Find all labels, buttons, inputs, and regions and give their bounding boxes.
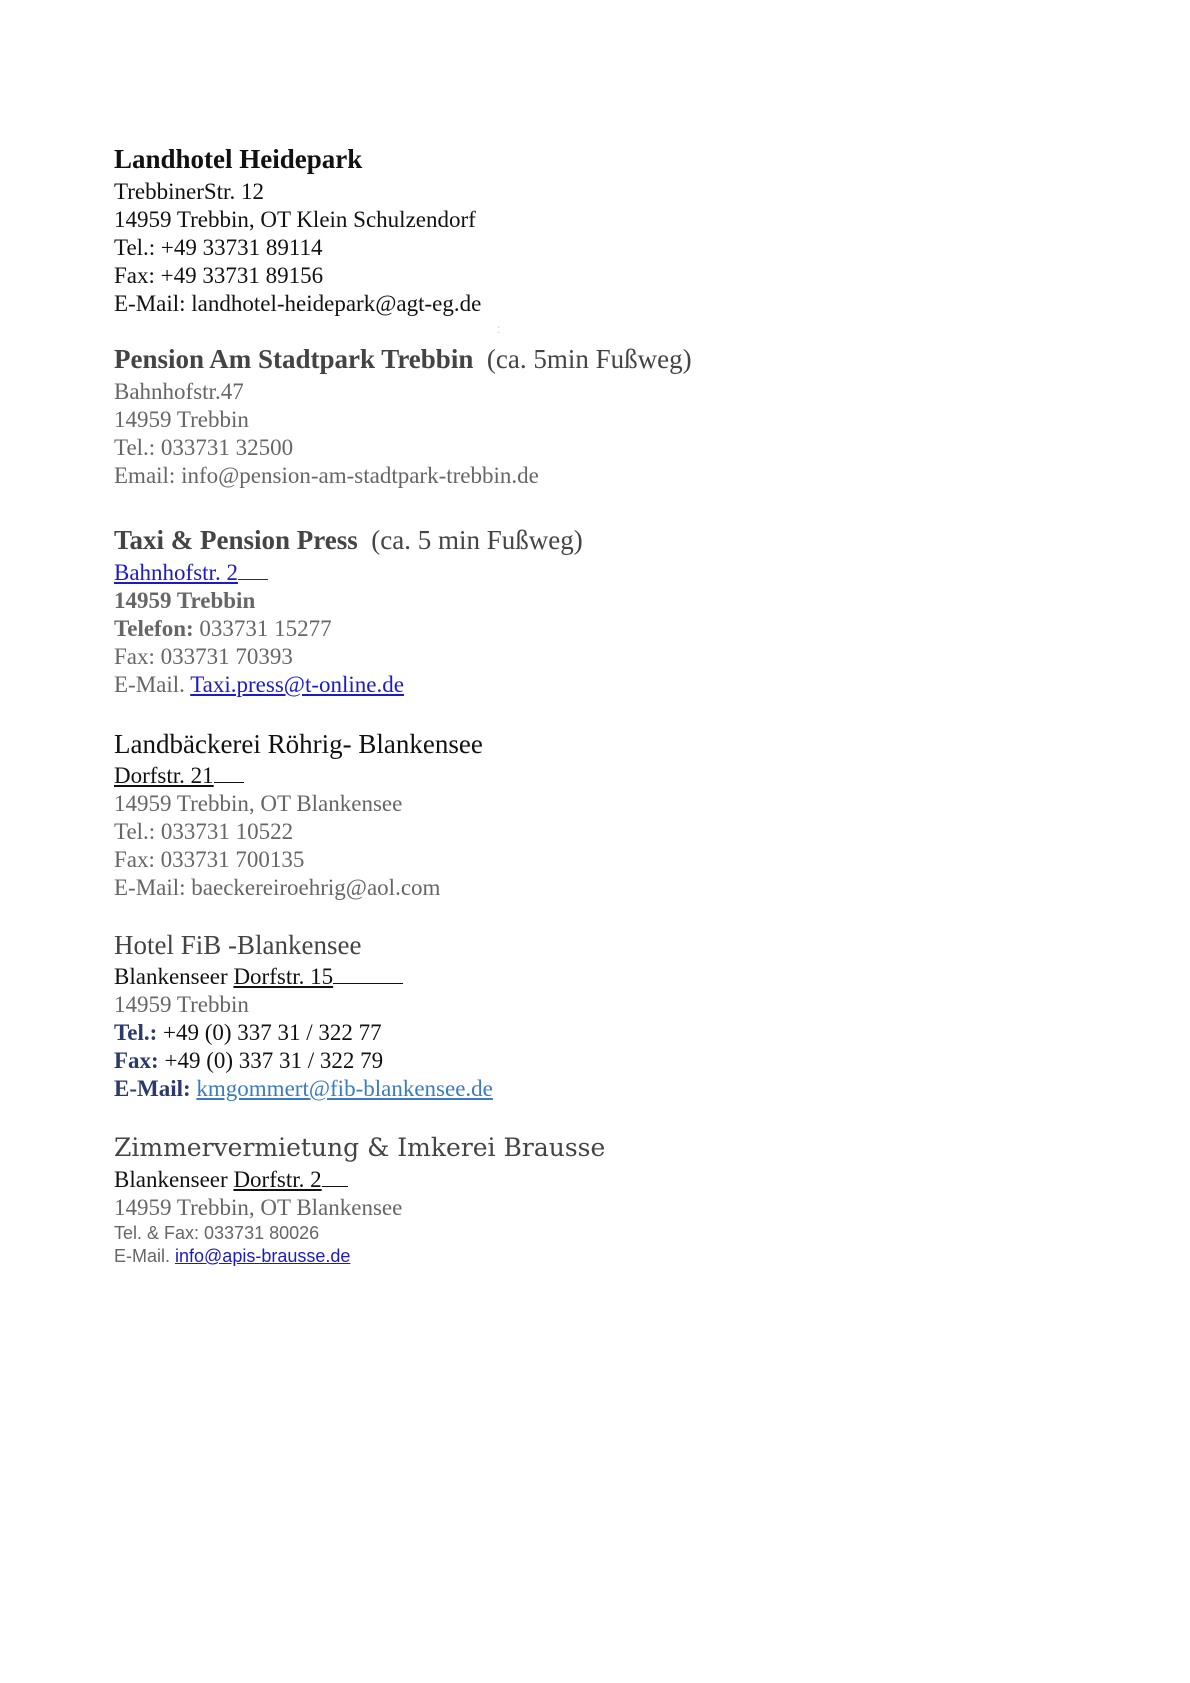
entry-city: 14959 Trebbin bbox=[114, 407, 249, 432]
entry-phone: Tel.: +49 33731 89114 bbox=[114, 235, 323, 260]
entry-title: Landbäckerei Röhrig- Blankensee bbox=[114, 729, 483, 759]
entry-city: 14959 Trebbin bbox=[114, 588, 256, 613]
email-link[interactable]: kmgommert@fib-blankensee.de bbox=[196, 1076, 493, 1101]
entry-title-note: (ca. 5min Fußweg) bbox=[486, 344, 692, 374]
entry-street-line bbox=[114, 559, 1114, 587]
entry-title bbox=[114, 521, 1114, 559]
email-link[interactable]: Taxi.press@t-online.de bbox=[190, 672, 404, 697]
entry-email: E-Mail: baeckereiroehrig@aol.com bbox=[114, 875, 441, 900]
entry-email bbox=[114, 1245, 1114, 1268]
entry-phone: Tel.: 033731 32500 bbox=[114, 435, 294, 460]
entry-street-link[interactable]: Dorfstr. 2 bbox=[233, 1167, 322, 1192]
entry-street-link[interactable]: Bahnhofstr. 2 bbox=[114, 560, 238, 585]
entry-title: Landhotel Heidepark bbox=[114, 144, 363, 174]
entry-phone bbox=[114, 615, 1114, 643]
entry-title-name: Taxi & Pension Press bbox=[114, 525, 358, 555]
street-prefix: Blankenseer bbox=[114, 1167, 234, 1192]
entry-title bbox=[114, 340, 1114, 378]
entry-street-line bbox=[114, 963, 1114, 991]
fax-label: Fax: bbox=[114, 1048, 159, 1073]
entry-hotel-fib-blankensee bbox=[114, 927, 1114, 1103]
underline-trail bbox=[333, 982, 403, 984]
entry-city: 14959 Trebbin bbox=[114, 992, 249, 1017]
entry-email bbox=[114, 671, 1114, 699]
email-label: E-Mail: bbox=[114, 1076, 191, 1101]
entry-fax: Fax: 033731 70393 bbox=[114, 644, 293, 669]
entry-city: 14959 Trebbin, OT Blankensee bbox=[114, 791, 403, 816]
entry-phone: Tel.: 033731 10522 bbox=[114, 819, 294, 844]
entry-fax bbox=[114, 1047, 1114, 1075]
email-link[interactable]: info@apis-brausse.de bbox=[175, 1246, 351, 1266]
entry-fax: Fax: +49 33731 89156 bbox=[114, 263, 324, 288]
entry-landbaeckerei-roehrig bbox=[114, 726, 1114, 902]
entry-email bbox=[114, 1075, 1114, 1103]
phone-value: 033731 15277 bbox=[193, 616, 332, 641]
entry-street-line bbox=[114, 762, 1114, 790]
entry-street-link[interactable]: Dorfstr. 21 bbox=[114, 763, 214, 788]
entry-street: Bahnhofstr.47 bbox=[114, 379, 244, 404]
street-prefix: Blankenseer bbox=[114, 964, 234, 989]
entry-phone-fax: Tel. & Fax: 033731 80026 bbox=[114, 1223, 320, 1243]
entry-email: E-Mail: landhotel-heidepark@agt-eg.de bbox=[114, 291, 482, 316]
entry-email: Email: info@pension-am-stadtpark-trebbin.de bbox=[114, 463, 539, 488]
entry-title-note: (ca. 5 min Fußweg) bbox=[371, 525, 583, 555]
address-list bbox=[114, 140, 1114, 1268]
entry-landhotel-heidepark bbox=[114, 140, 1114, 318]
entry-street: TrebbinerStr. 12 bbox=[114, 179, 264, 204]
email-label: E-Mail. bbox=[114, 1246, 176, 1266]
entry-title: Hotel FiB -Blankensee bbox=[114, 930, 362, 960]
entry-street-line bbox=[114, 1166, 1114, 1194]
underline-trail bbox=[238, 578, 268, 580]
entry-city: 14959 Trebbin, OT Blankensee bbox=[114, 1195, 403, 1220]
entry-taxi-pension-press bbox=[114, 521, 1114, 699]
underline-trail bbox=[214, 781, 244, 783]
entry-title-name: Pension Am Stadtpark Trebbin bbox=[114, 344, 474, 374]
underline-trail bbox=[322, 1185, 348, 1187]
phone-label: Tel.: bbox=[114, 1020, 158, 1045]
email-label: E-Mail. bbox=[114, 672, 191, 697]
entry-city: 14959 Trebbin, OT Klein Schulzendorf bbox=[114, 207, 476, 232]
entry-street-link[interactable]: Dorfstr. 15 bbox=[233, 964, 334, 989]
entry-fax: Fax: 033731 700135 bbox=[114, 847, 305, 872]
stray-mark: : bbox=[497, 322, 501, 336]
fax-value: +49 (0) 337 31 / 322 79 bbox=[158, 1048, 384, 1073]
entry-title: Zimmervermietung & Imkerei Brausse bbox=[114, 1133, 606, 1162]
entry-phone bbox=[114, 1019, 1114, 1047]
entry-pension-am-stadtpark bbox=[114, 340, 1114, 490]
phone-label: Telefon: bbox=[114, 616, 194, 641]
entry-zimmervermietung-brausse bbox=[114, 1130, 1114, 1268]
phone-value: +49 (0) 337 31 / 322 77 bbox=[157, 1020, 382, 1045]
